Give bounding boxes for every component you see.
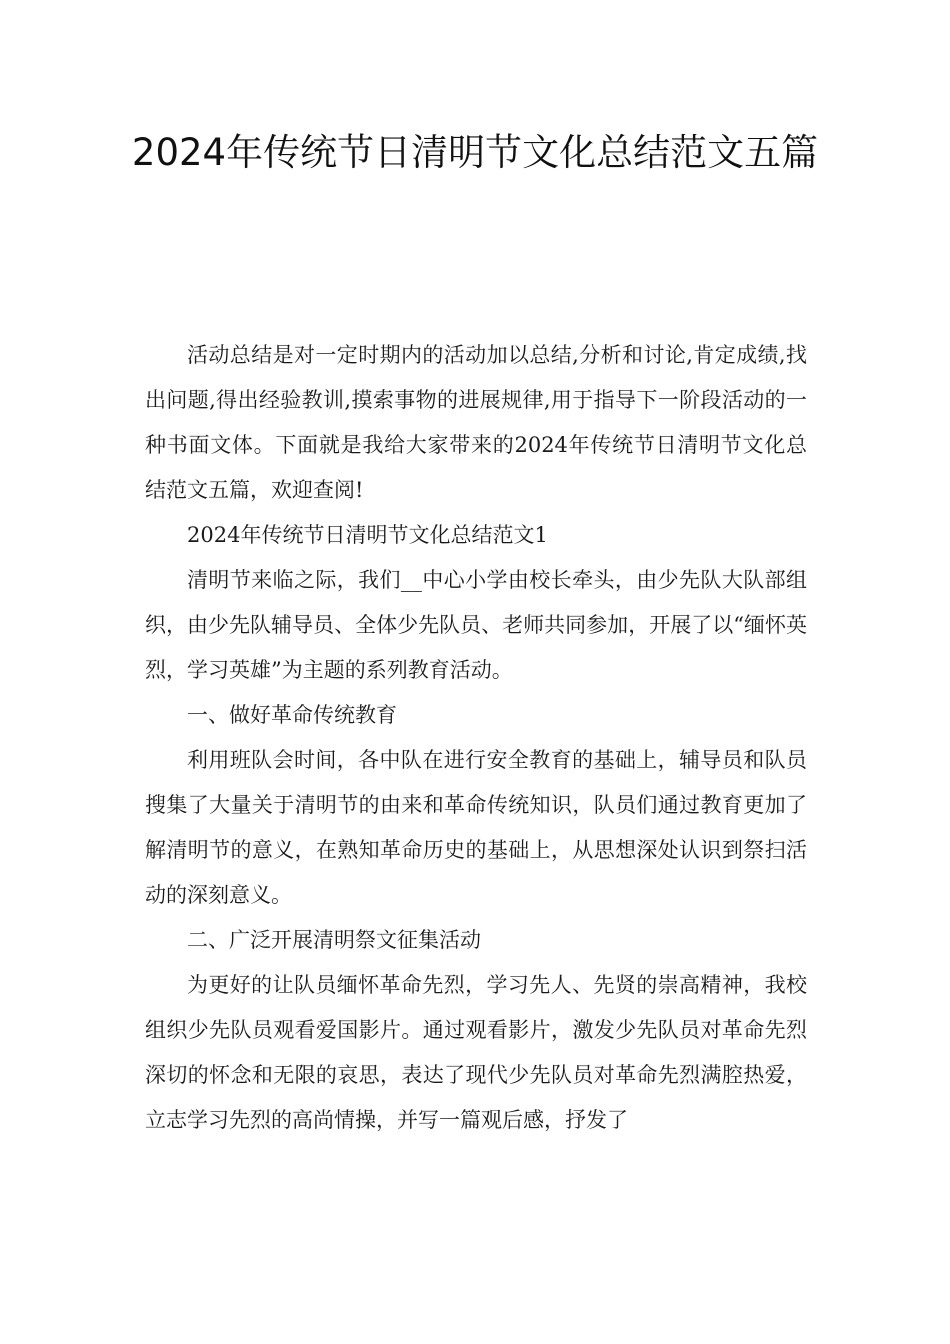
body-paragraph: 利用班队会时间，各中队在进行安全教育的基础上，辅导员和队员搜集了大量关于清明节的由来和革命传统知识，队员们通过教育更加了解清明节的意义，在熟知革命历史的基础上，从思想深处认识到祭扫活动的深刻意义。 bbox=[145, 748, 807, 907]
section-heading-1: 一、做好革命传统教育 bbox=[187, 703, 397, 727]
document-body bbox=[145, 333, 807, 1143]
body-paragraph: 清明节来临之际，我们__中心小学由校长牵头，由少先队大队部组织，由少先队辅导员、全体少先队员、老师共同参加，开展了以“缅怀英烈，学习英雄”为主题的系列教育活动。 bbox=[145, 568, 807, 682]
intro-paragraph: 活动总结是对一定时期内的活动加以总结,分析和讨论,肯定成绩,找出问题,得出经验教训,摸索事物的进展规律,用于指导下一阶段活动的一种书面文体。下面就是我给大家带来的2024年传统节日清明节文化总结范文五篇，欢迎查阅! bbox=[145, 343, 807, 502]
body-paragraph: 为更好的让队员缅怀革命先烈，学习先人、先贤的崇高精神，我校组织少先队员观看爱国影片。通过观看影片，激发少先队员对革命先烈深切的怀念和无限的哀思，表达了现代少先队员对革命先烈满腔热爱，立志学习先烈的高尚情操，并写一篇观后感，抒发了 bbox=[145, 973, 807, 1132]
section-heading-essay-1: 2024年传统节日清明节文化总结范文1 bbox=[187, 523, 548, 547]
document-title: 2024年传统节日清明节文化总结范文五篇 bbox=[131, 131, 819, 174]
section-heading-2: 二、广泛开展清明祭文征集活动 bbox=[187, 928, 481, 952]
